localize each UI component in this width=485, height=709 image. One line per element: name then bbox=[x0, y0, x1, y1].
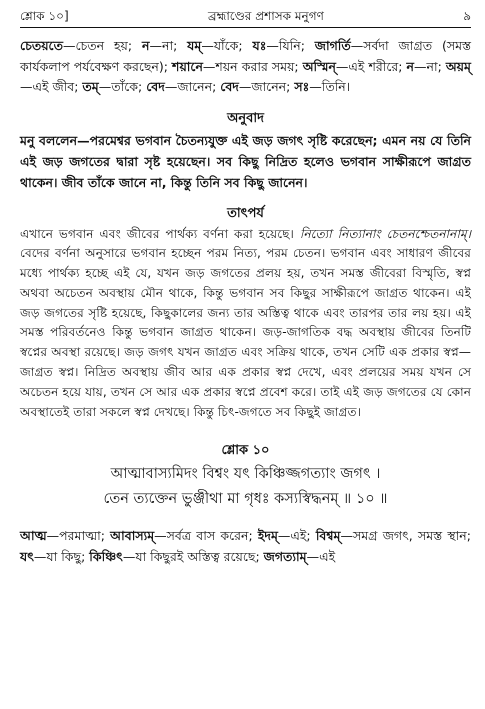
page-number: ৯ bbox=[463, 9, 471, 23]
translation-heading: অনুবাদ bbox=[227, 110, 264, 126]
synonym-word: বেদ bbox=[220, 79, 239, 94]
synonym-meaning: এই জীব; bbox=[32, 79, 79, 94]
vedic-quote: নিত্যো নিত্যানাং চেতনশ্চেতনানাম্। bbox=[299, 226, 471, 241]
synonym-word: কিঞ্চিৎ bbox=[89, 548, 123, 564]
header-verse-ref: শ্লোক ১০] bbox=[20, 9, 69, 23]
translation-text: মনু বললেন—পরমেশ্বর ভগবান চৈতন্যযুক্ত এই জড় জগৎ সৃষ্টি করেছেন; এমন নয় যে তিনি এই জড় জগতের দ্বারা সৃষ্ট হয়েছেন। সব কিছু নিদ্রিত হলেও ভগবান সাক্ষীরূপে জাগ্রত থাকেন। জীব তাঁকে জানে না, কিন্তু তিনি সব কিছু জানেন। bbox=[20, 132, 471, 190]
purport-body: বেদের বর্ণনা অনুসারে ভগবান হচ্ছেন পরম নিত্য, পরম চেতন। ভগবান এবং সাধারণ জীবের মধ্যে পার্থক্য হচ্ছে এই যে, যখন জড় জগতের প্রলয় হয়, তখন সমস্ত জীবেরা বিস্মৃতি, স্বপ্ন অথবা অচেতন অবস্থায় মৌন থাকে, কিন্তু ভগবান সব কিছুর সাক্ষীরূপে জাগ্রত থাকেন। এই জড় জগতের সৃষ্টি হয়েছে, কিছুকালের জন্য তার অস্তিত্ব থাকে এবং তারপর তার লয় হয়। এই সমস্ত পরিবর্তনেও কিন্তু ভগবান জাগ্রত থাকেন। জড়-জাগতিক বদ্ধ অবস্থায় জীবের তিনটি স্বপ্নের অবস্থা রয়েছে। জড় জগৎ যখন জাগ্রত এবং সক্রিয় থাকে, তখন সেটি এক প্রকার স্বপ্ন—জাগ্রত স্বপ্ন। নিদ্রিত অবস্থায় জীব আর এক প্রকার স্বপ্ন দেখে, এবং প্রলয়ের সময় যখন সে অচেতন হয়ে যায়, তখন সে আর এক প্রকার স্বপ্নে প্রবেশ করে। তাই এই জড় জগতের যে কোন অবস্থাতেই তারা সকলে স্বপ্ন দেখছে। কিন্তু চিৎ-জগতে সব কিছুই জাগ্রত। bbox=[20, 246, 471, 419]
synonym-meaning: সর্বদা জাগ্রত (সমস্ত কার্যকলাপ পর্যবেক্ষণ করছেন); bbox=[20, 38, 472, 74]
verse-synonyms: আত্ম—পরমাত্মা; আবাস্যম্—সর্বত্র বাস করেন; ইদম্—এই; বিশ্বম্—সমগ্র জগৎ, সমস্ত স্থান; যৎ—যা কিছু; কিঞ্চিৎ—যা কিছুরই অস্তিত্ব রয়েছে; জগত্যাম্—এই bbox=[20, 528, 471, 564]
synonym-meaning: না; bbox=[426, 58, 442, 74]
synonym-meaning: চেতন হয়; bbox=[75, 38, 133, 53]
synonym-word: ন bbox=[406, 58, 414, 74]
synonym-meaning: যিনি; bbox=[278, 38, 305, 53]
purport-opening: এখানে ভগবান এবং জীবের পার্থক্য বর্ণনা করা হয়েছে। bbox=[20, 226, 294, 241]
purport-heading: তাৎপর্য bbox=[227, 205, 264, 221]
synonym-meaning: যা কিছু; bbox=[46, 548, 86, 564]
synonym-word: ন bbox=[142, 38, 150, 53]
header-divider bbox=[20, 27, 471, 28]
synonym-meaning: শয়ন করার সময়; bbox=[215, 58, 299, 74]
synonym-word: জগত্যাম্ bbox=[263, 548, 307, 564]
synonym-word: সঃ bbox=[294, 79, 310, 94]
sanskrit-verse bbox=[20, 462, 471, 512]
running-header bbox=[20, 8, 471, 24]
synonym-meaning: জানেন; bbox=[251, 79, 291, 94]
synonym-word: যৎ bbox=[20, 548, 34, 564]
synonym-meaning: তাঁকে; bbox=[111, 79, 143, 94]
synonym-word: ইদম্ bbox=[257, 528, 278, 544]
synonym-meaning: সর্বত্র বাস করেন; bbox=[166, 528, 253, 544]
synonym-word: চেতয়তে bbox=[20, 38, 63, 53]
synonym-meaning: এই bbox=[319, 548, 336, 564]
synonym-word: অয়ম্ bbox=[445, 58, 471, 74]
verse-line-1: আত্মাবাস্যমিদং বিশ্বং যৎ কিঞ্চিজ্জগত্যাং জগৎ । bbox=[110, 466, 381, 483]
purport-text bbox=[20, 225, 471, 423]
synonym-meaning: তিনি। bbox=[321, 79, 351, 94]
synonym-word: বিশ্বম্ bbox=[315, 528, 341, 544]
synonym-word: শয়ানে bbox=[172, 58, 203, 74]
header-chapter-title: ব্রহ্মাণ্ডের প্রশাসক মনুগণ bbox=[208, 9, 324, 23]
synonym-meaning: যা কিছুরই অস্তিত্ব রয়েছে; bbox=[135, 548, 260, 564]
synonym-word: তম্ bbox=[82, 79, 99, 94]
synonym-word: আত্ম bbox=[20, 528, 47, 544]
synonym-meaning: এই শরীরে; bbox=[348, 58, 403, 74]
synonym-meaning: যাঁকে; bbox=[213, 38, 243, 53]
synonym-word: যম্ bbox=[187, 38, 202, 53]
verse-number-heading: শ্লোক ১০ bbox=[221, 443, 270, 459]
verse-line-2: তেন ত্যক্তেন ভুঞ্জীথা মা গৃধঃ কস্যস্বিদ্ধনম্ ॥ ১০ ॥ bbox=[103, 491, 388, 508]
synonym-word: জাগর্তি bbox=[314, 38, 351, 53]
synonym-meaning: জানেন; bbox=[177, 79, 217, 94]
synonym-meaning: না; bbox=[161, 38, 178, 53]
synonym-meaning: এই; bbox=[290, 528, 311, 544]
synonym-word: যঃ bbox=[252, 38, 267, 53]
synonym-meaning: পরমাত্মা; bbox=[59, 528, 105, 544]
word-for-word-synonyms: চেতয়তে—চেতন হয়; ন—না; যম্—যাঁকে; যঃ—যিনি; জাগর্তি—সর্বদা জাগ্রত (সমস্ত কার্যকলাপ পর্যবেক্ষণ করছেন); শয়ানে—শয়ন করার সময়; অস্মিন্—এই শরীরে; ন—না; অয়ম্—এই জীব; তম্—তাঁকে; বেদ—জানেন; বেদ—জানেন; সঃ—তিনি। bbox=[20, 38, 472, 94]
synonym-word: আবাস্যম্ bbox=[110, 528, 155, 544]
synonym-meaning: সমগ্র জগৎ, সমস্ত স্থান; bbox=[352, 528, 471, 544]
synonym-word: বেদ bbox=[146, 79, 165, 94]
synonym-word: অস্মিন্ bbox=[302, 58, 336, 74]
